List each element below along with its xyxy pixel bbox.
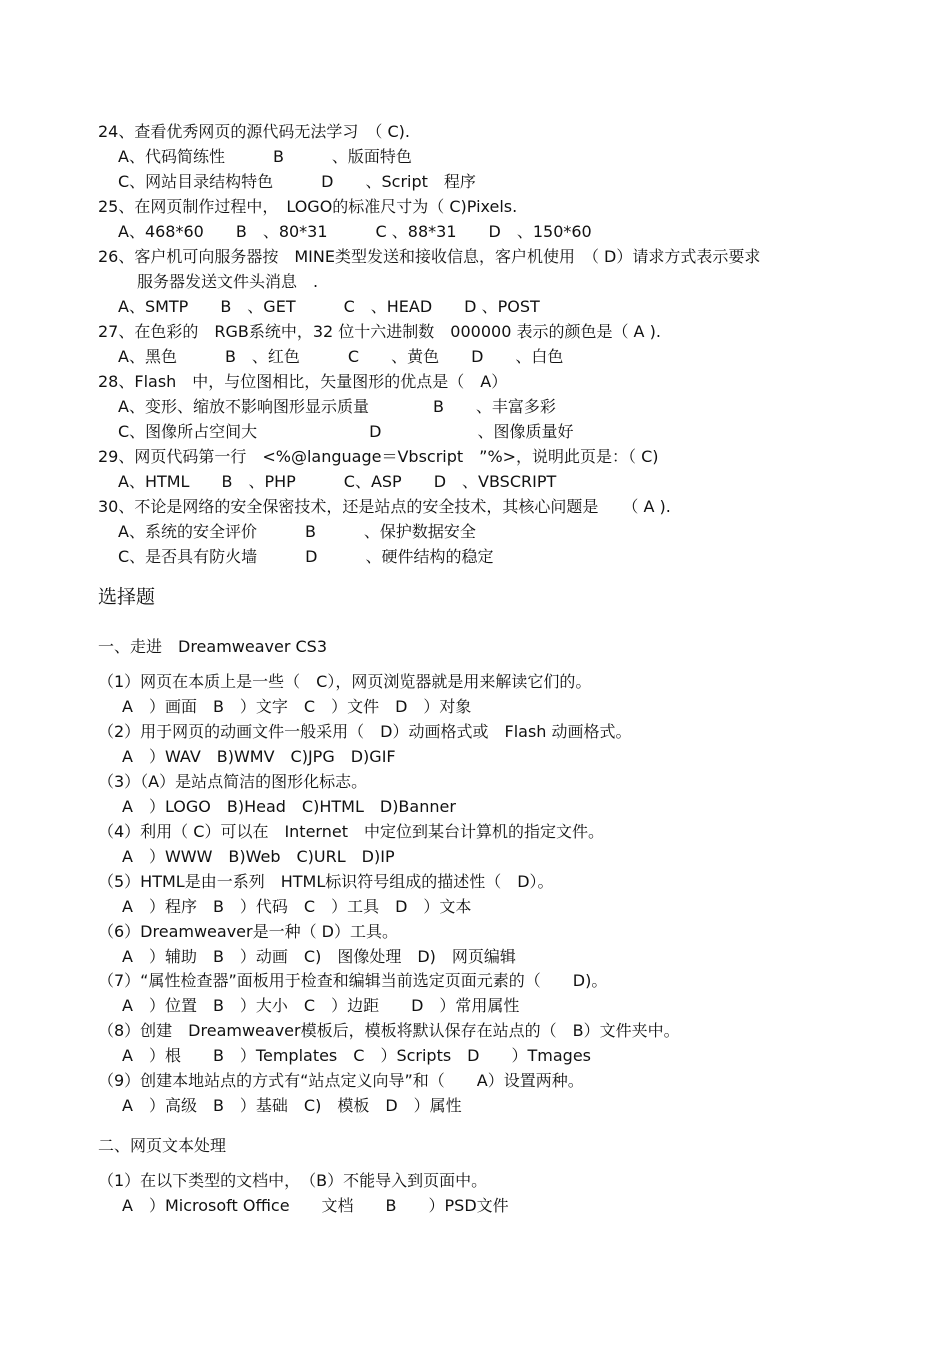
- section-heading: 选择题: [98, 586, 156, 608]
- c2-q1-text: （1）在以下类型的文档中， （B）不能导入到页面中。: [98, 1171, 488, 1190]
- c1-q8-options: A ）根 B ）Templates C ）Scripts D ）Tmages: [122, 1046, 592, 1065]
- c1-q6-text: （6）Dreamweaver是一种（ D）工具。: [98, 922, 398, 941]
- q30-options-ab: A、系统的安全评价 B 、保护数据安全: [118, 522, 476, 541]
- q27-options: A、黑色 B 、红色 C 、黄色 D 、白色: [118, 347, 564, 366]
- q25-text: 25、在网页制作过程中， LOGO的标准尺寸为（ C)Pixels.: [98, 197, 518, 216]
- c1-q2-text: （2）用于网页的动画文件一般采用（ D）动画格式或 Flash 动画格式。: [98, 722, 632, 741]
- q26-text: 26、客户机可向服务器按 MINE类型发送和接收信息，客户机使用 （ D）请求方式表示要求: [98, 247, 761, 266]
- q24-options-cd: C、网站目录结构特色 D 、Script 程序: [118, 172, 476, 191]
- q26-text-cont: 服务器发送文件头消息 .: [137, 272, 319, 291]
- c1-q3-options: A ）LOGO B)Head C)HTML D)Banner: [122, 797, 456, 816]
- chapter-1-title: 一、走进 Dreamweaver CS3: [98, 637, 328, 656]
- q30-options-cd: C、是否具有防火墙 D 、硬件结构的稳定: [118, 547, 494, 566]
- q30-text: 30、不论是网络的安全保密技术，还是站点的安全技术，其核心问题是 （ A ).: [98, 497, 671, 516]
- chapter-2-title: 二、网页文本处理: [98, 1136, 227, 1155]
- c1-q6-options: A ）辅助 B ）动画 C) 图像处理 D) 网页编辑: [122, 947, 516, 966]
- c1-q1-options: A ）画面 B ）文字 C ）文件 D ）对象: [122, 697, 472, 716]
- c1-q9-text: （9）创建本地站点的方式有“站点定义向导”和（ A）设置两种。: [98, 1071, 584, 1090]
- c1-q4-options: A ）WWW B)Web C)URL D)IP: [122, 847, 395, 866]
- q25-options: A、468*60 B 、80*31 C 、88*31 D 、150*60: [118, 222, 592, 241]
- c1-q8-text: （8）创建 Dreamweaver模板后，模板将默认保存在站点的（ B）文件夹中。: [98, 1021, 680, 1040]
- q26-options: A、SMTP B 、GET C 、HEAD D 、POST: [118, 297, 540, 316]
- q24-options-ab: A、代码简练性 B 、版面特色: [118, 147, 412, 166]
- q24-text: 24、查看优秀网页的源代码无法学习 （ C).: [98, 122, 410, 141]
- c1-q5-text: （5）HTML是由一系列 HTML标识符号组成的描述性（ D）。: [98, 872, 554, 891]
- c1-q3-text: （3）（A）是站点简洁的图形化标志。: [98, 772, 368, 791]
- q28-options-cd: C、图像所占空间大 D 、图像质量好: [118, 422, 574, 441]
- c1-q5-options: A ）程序 B ）代码 C ）工具 D ）文本: [122, 897, 472, 916]
- c1-q1-text: （1）网页在本质上是一些（ C），网页浏览器就是用来解读它们的。: [98, 672, 592, 691]
- c1-q7-text: （7）“属性检查器”面板用于检查和编辑当前选定页面元素的（ D)。: [98, 971, 608, 990]
- q29-text: 29、网页代码第一行 <%@language＝Vbscript ”%>，说明此页是：（ C): [98, 447, 659, 466]
- c1-q2-options: A ）WAV B)WMV C)JPG D)GIF: [122, 747, 396, 766]
- q29-options: A、HTML B 、PHP C、ASP D 、VBSCRIPT: [118, 472, 557, 491]
- c1-q9-options: A ）高级 B ）基础 C) 模板 D ）属性: [122, 1096, 462, 1115]
- q27-text: 27、在色彩的 RGB系统中，32 位十六进制数 000000 表示的颜色是（ A ).: [98, 322, 661, 341]
- c1-q4-text: （4）利用（ C）可以在 Internet 中定位到某台计算机的指定文件。: [98, 822, 604, 841]
- c2-q1-options: A ）Microsoft Office 文档 B ）PSD文件: [122, 1196, 509, 1215]
- q28-options-ab: A、变形、缩放不影响图形显示质量 B 、丰富多彩: [118, 397, 556, 416]
- c1-q7-options: A ）位置 B ）大小 C ）边距 D ）常用属性: [122, 996, 520, 1015]
- q28-text: 28、Flash 中，与位图相比，矢量图形的优点是（ A）: [98, 372, 508, 391]
